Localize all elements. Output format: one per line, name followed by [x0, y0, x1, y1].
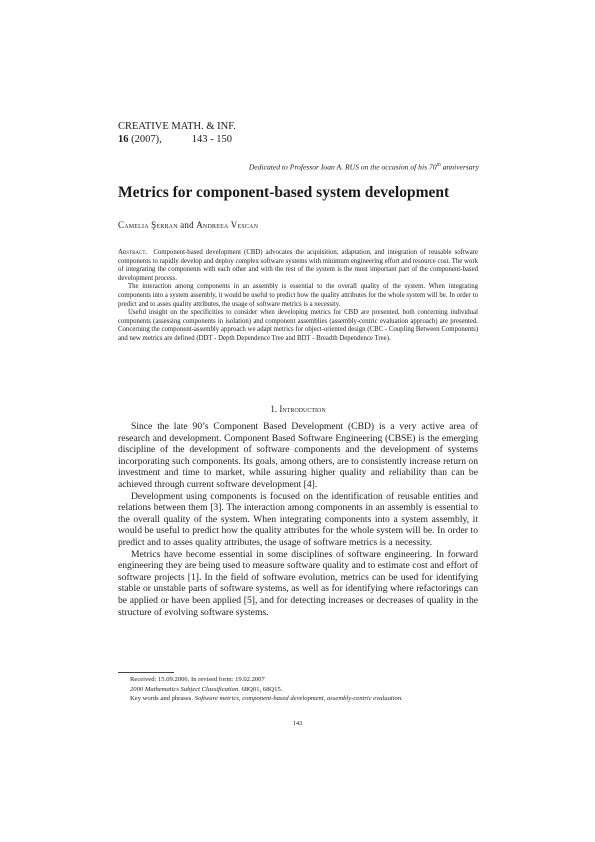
section-heading: 1. Introduction	[270, 404, 326, 414]
abstract-heading: Abstract.	[118, 249, 148, 256]
author-2: Andreea Vescan	[196, 220, 259, 230]
abstract-paragraph: Useful insight on the specificities to consider when developing metrics for CBD are presented, both concerning individual components (assessing components in isolation) and component assemblies (assembly-centric evaluation approach) are presented. Concerning the component-assembly approach we adapt metrics for object-oriented design (CBC - Coupling Between Components) and new metrics are defined (DDT - Depth Dependence Tree and BDT - Breadth Dependence Tree).	[118, 309, 478, 342]
abstract	[118, 249, 478, 344]
msc-note: 2000 Mathematics Subject Classification. 68Q01, 68Q15.	[130, 685, 283, 693]
footnote-divider	[118, 672, 174, 673]
received-note: Received: 15.09.2006. In revised form: 19.02.2007	[130, 676, 265, 683]
journal-pages: 143 - 150	[191, 134, 232, 145]
journal-header	[118, 120, 236, 146]
journal-volume: 16	[118, 134, 129, 145]
author-1: Camelia Şerban	[118, 220, 178, 230]
dedication: Dedicated to Professor Ioan A. RUS on the occasion of his 70th anniversary	[248, 162, 479, 172]
paper-title: Metrics for component-based system development	[118, 184, 450, 201]
abstract-paragraph: Component-based development (CBD) advocates the acquisition, adaptation, and integration of reusable software components to rapidly develop and deploy complex software systems with minimum engineering effort and resource cost. The work of integrating the components with each other and with the rest of the system is the most important part of the component-based development process.	[118, 249, 478, 282]
body-paragraph: Development using components is focused on the identification of reusable entities and relations between them [3]. The interaction among components in an assembly is essential to the overall quality of the system. When integrating components into a system assembly, it would be useful to predict how the quality attributes for the whole system will be. In order to predict and to asses quality attributes, the usage of software metrics is a necessity.	[118, 490, 478, 548]
journal-name: CREATIVE MATH. & INF.	[118, 121, 236, 132]
authors: Camelia Şerban and Andreea Vescan	[118, 220, 259, 230]
journal-year: (2007),	[131, 134, 162, 145]
abstract-paragraph: The interaction among components in an assembly is essential to the overall quality of the system. When integrating components into a system assembly, it would be useful to predict how the quality attributes for the whole system will be. In order to predict and to asses quality attributes, the usage of software metrics is a necessity.	[118, 283, 478, 308]
footnotes	[130, 675, 478, 704]
page-number: 143	[292, 720, 303, 727]
body-text	[118, 421, 478, 618]
keywords-note: Key words and phrases. Software metrics, component-based development, assembly-centric evaluation.	[130, 695, 403, 703]
body-paragraph: Metrics have become essential in some disciplines of software engineering. In forward engineering they are being used to measure software quality and to estimate cost and effort of software projects [1]. In the field of software evolution, metrics can be used for identifying stable or unstable parts of software systems, as well as for identifying where refactorings can be applied or have been applied [5], and for detecting increases or decreases of quality in the structure of evolving software systems.	[118, 548, 478, 618]
body-paragraph: Since the late 90’s Component Based Development (CBD) is a very active area of research and development. Component Based Software Engineering (CBSE) is the emerging discipline of the development of software components and the development of systems incorporating such components. Its goals, among others, are to consistently increase return on investment and time to market, while assuring higher quality and reliability than can be achieved through current software development [4].	[118, 421, 478, 490]
